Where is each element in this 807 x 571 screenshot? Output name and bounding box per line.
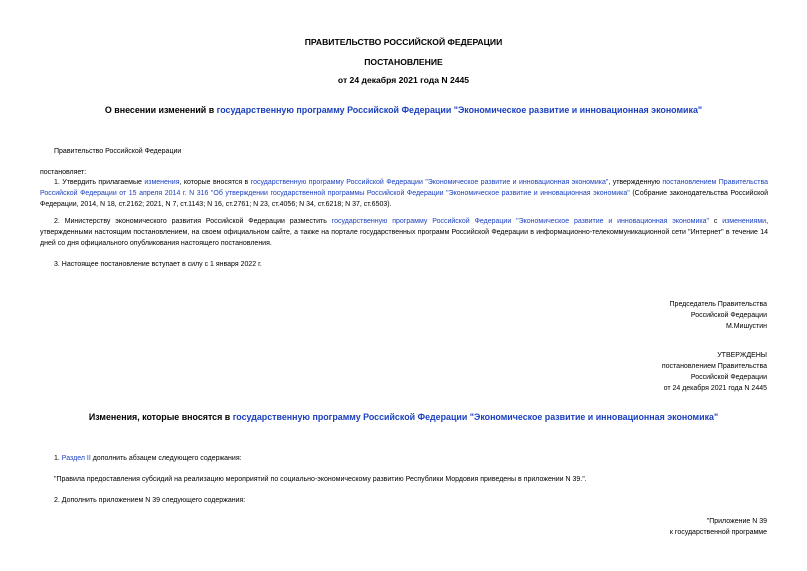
item-1 <box>40 177 768 210</box>
resolves-line: постановляет: <box>40 169 87 176</box>
changes-item-2: 2. Дополнить приложением N 39 следующего содержания: <box>54 497 246 504</box>
item-1-text-a: 1. Утвердить прилагаемые <box>54 179 145 186</box>
approved-country: Российской Федерации <box>690 374 767 381</box>
header-government: ПРАВИТЕЛЬСТВО РОССИЙСКОЙ ФЕДЕРАЦИИ <box>304 37 503 47</box>
item-1-text-d: (Собрание законодательства Российской Федерации, 2014, N 18, ст.2162; 2021, N 7, ст.1143; N 16, ст.2761; N 23, ст.4056; N 34, ст.6218; N 37, ст.6503). <box>40 190 769 208</box>
changes-item-1: 1. Раздел II дополнить абзацем следующего содержания: <box>54 455 242 462</box>
approved-heading: УТВЕРЖДЕНЫ <box>717 352 767 359</box>
appendix-number: "Приложение N 39 <box>706 518 767 525</box>
item-2-program-link[interactable]: государственную программу Российской Федерации "Экономическое развитие и инновационная экономика" <box>331 218 709 225</box>
item-2-text-b: с <box>708 218 723 225</box>
appendix-reference: к государственной программе <box>669 529 767 536</box>
item-3: 3. Настоящее постановление вступает в силу с 1 января 2022 г. <box>54 261 262 268</box>
changes-title-link[interactable]: государственную программу Российской Федерации "Экономическое развитие и инновационная экономика" <box>232 412 719 422</box>
item-2 <box>40 216 768 249</box>
resolution-title-text: О внесении изменений в <box>104 105 217 115</box>
item-1-text-b: , которые вносятся в <box>179 179 251 186</box>
header-date-number: от 24 декабря 2021 года N 2445 <box>337 75 470 85</box>
appendix-block <box>670 516 767 538</box>
section-ii-link[interactable]: Раздел II <box>61 455 91 462</box>
government-line: Правительство Российской Федерации <box>54 148 182 155</box>
changes-title <box>0 412 807 422</box>
signature-name: М.Мишустин <box>725 323 767 330</box>
header-doc-type: ПОСТАНОВЛЕНИЕ <box>364 57 443 67</box>
item-1-changes-link[interactable]: изменения <box>144 179 180 186</box>
signature-block <box>670 299 767 332</box>
signature-title: Председатель Правительства <box>669 301 767 308</box>
item-1-resolution-link[interactable]: постановлением Правительства Российской Федерации от 15 апреля 2014 г. N 316 "Об утверждении государственной программы Российской Федерации "Экономическое развитие и инновационная экономика" <box>40 179 768 197</box>
changes-item-1-text: дополнить абзацем следующего содержания: <box>90 455 242 462</box>
resolution-title-link[interactable]: государственную программу Российской Федерации "Экономическое развитие и инновационная экономика" <box>216 105 703 115</box>
signature-country: Российской Федерации <box>690 312 767 319</box>
approved-block <box>662 350 767 394</box>
approved-by: постановлением Правительства <box>661 363 767 370</box>
changes-quote: "Правила предоставления субсидий на реализацию мероприятий по социально-экономическому развитию Республики Мордовия приведены в приложении N 39.". <box>54 476 587 483</box>
item-2-changes-link[interactable]: изменениями <box>722 218 767 225</box>
item-1-program-link[interactable]: государственную программу Российской Федерации "Экономическое развитие и инновационная экономика" <box>250 179 609 186</box>
item-2-text-a: 2. Министерству экономического развития Российской Федерации разместить <box>54 218 332 225</box>
changes-title-text: Изменения, которые вносятся в <box>88 412 233 422</box>
item-1-text-c: , утвержденную <box>608 179 663 186</box>
item-2-text-c: , утвержденными настоящим постановлением, на своем официальном сайте, а также на портале государственных программ Российской Федерации в информационно-телекоммуникационной сети "Интернет" в течение 14 дней со дня официального опубликования настоящего постановления. <box>40 218 769 247</box>
approved-date: от 24 декабря 2021 года N 2445 <box>663 385 767 392</box>
resolution-title <box>0 105 807 115</box>
